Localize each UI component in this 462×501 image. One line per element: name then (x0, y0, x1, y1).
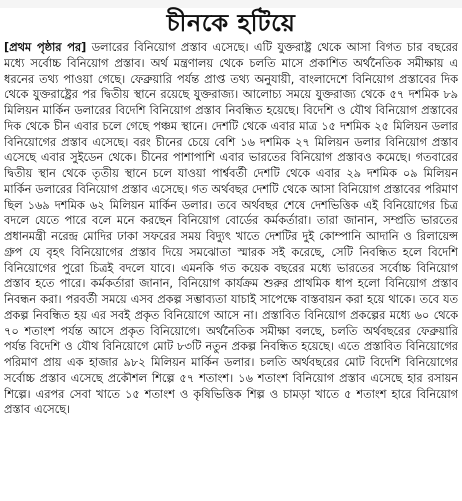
headline: চীনকে হটিয়ে (166, 9, 296, 37)
article-body (4, 40, 458, 498)
continuation-label: [প্রথম পৃষ্ঠার পর] (4, 41, 87, 54)
article-body-text: ডলারের বিনিয়োগ প্রস্তাব এসেছে। এটি যুক্তরাষ্ট্র থেকে আসা বিগত চার বছরের মধ্যে সর্বোচ্চ বিনিয়োগ প্রস্তাব। অর্থ মন্ত্রণালয় থেকে চলতি মাসে প্রকাশিত অর্থনৈতিক সমীক্ষায় এ ধরনের তথ্য পাওয়া গেছে। ফেব্রুয়ারি পর্যন্ত প্রাপ্ত তথ্য অনুযায়ী, বাংলাদেশে বিনিয়োগ প্রস্তাবের দিক থেকে যুক্তরাষ্ট্রের পর দ্বিতীয় স্থানে রয়েছে যুক্তরাজ্য। আলোচ্য সময়ে যুক্তরাজ্য থেকে ৫৭ দশমিক ৮৯ মিলিয়ন মার্কিন ডলারের বিদেশি বিনিয়োগ প্রস্তাব নিবন্ধিত হয়েছে। বিদেশি ও যৌথ বিনিয়োগ প্রস্তাবের দিক থেকে চীন এবার চলে গেছে পঞ্চম স্থানে। দেশটি থেকে এবার মাত্র ১৫ দশমিক ২৫ মিলিয়ন ডলার বিনিয়োগের প্রস্তাব এসেছে। বরং চীনের চেয়ে বেশি ১৬ দশমিক ২৭ মিলিয়ন ডলার বিনিয়োগ প্রস্তাব এসেছে এবার সুইডেন থেকে। চীনের পাশাপাশি এবার ভারতের বিনিয়োগ প্রস্তাবও কমেছে। গতবারের দ্বিতীয় স্থান থেকে তৃতীয় স্থানে চলে যাওয়া পার্শ্ববর্তী দেশটি থেকে এবার ২৯ দশমিক ০৯ মিলিয়ন মার্কিন ডলারের বিনিয়োগ প্রস্তাব এসেছে। গত অর্থবছর দেশটি থেকে আসা বিনিয়োগ প্রস্তাবের পরিমাণ ছিল ১৬৯ দশমিক ৬২ মিলিয়ন মার্কিন ডলার। তবে অর্থবছর শেষে দেশভিত্তিক এই বিনিয়োগের চিত্র বদলে যেতে পারে বলে মনে করছেন বিনিয়োগ বোর্ডের কর্মকর্তারা। তারা জানান, সম্প্রতি ভারতের প্রধানমন্ত্রী নরেন্দ্র মোদির ঢাকা সফরের সময় বিদ্যুৎ খাতে দেশটির দুই কোম্পানি আদানি ও রিলায়েন্স গ্রুপ যে বৃহৎ বিনিয়োগের প্রস্তাব দিয়ে সমঝোতা স্মারক সই করেছে, সেটি নিবন্ধিত হলে বিদেশি বিনিয়োগের পুরো চিত্রই বদলে যাবে। এমনকি গত কয়েক বছরের মধ্যে ভারতের সর্বোচ্চ বিনিয়োগ প্রস্তাব হতে পারে। কর্মকর্তারা জানান, বিনিয়োগ কার্যক্রম শুরুর প্রাথমিক ধাপ হলো বিনিয়োগ প্রস্তাব নিবন্ধন করা। পরবর্তী সময়ে এসব প্রকল্প সম্ভাব্যতা যাচাই সাপেক্ষে বাস্তবায়ন করা হয়ে থাকে। তবে যত প্রকল্প নিবন্ধিত হয় এর সবই প্রকৃত বিনিয়োগে আসে না। প্রস্তাবিত বিনিয়োগ প্রকল্পের মধ্যে ৬০ থেকে ৭০ শতাংশ পর্যন্ত আসে প্রকৃত বিনিয়োগে। অর্থনৈতিক সমীক্ষা বলছে, চলতি অর্থবছরের ফেব্রুয়ারি পর্যন্ত বিদেশি ও যৌথ বিনিয়োগে মোট ৮৩টি নতুন প্রকল্প নিবন্ধিত হয়েছে। এতে প্রস্তাবিত বিনিয়োগের পরিমাণ প্রায় এক হাজার ৯৮২ মিলিয়ন মার্কিন ডলার। চলতি অর্থবছরের মোট বিদেশি বিনিয়োগের সর্বোচ্চ প্রস্তাব এসেছে প্রকৌশল শিল্পে ৫৭ শতাংশ। ১৬ শতাংশ বিনিয়োগ প্রস্তাব এসেছে হার রসায়ন শিল্পে। এরপর সেবা খাতে ১৫ শতাংশ ও কৃষিভিত্তিক শিল্প ও চামড়া খাতে ৫ শতাংশ হারে বিনিয়োগ প্রস্তাব এসেছে। (4, 41, 458, 417)
top-edge-strip (0, 0, 462, 8)
